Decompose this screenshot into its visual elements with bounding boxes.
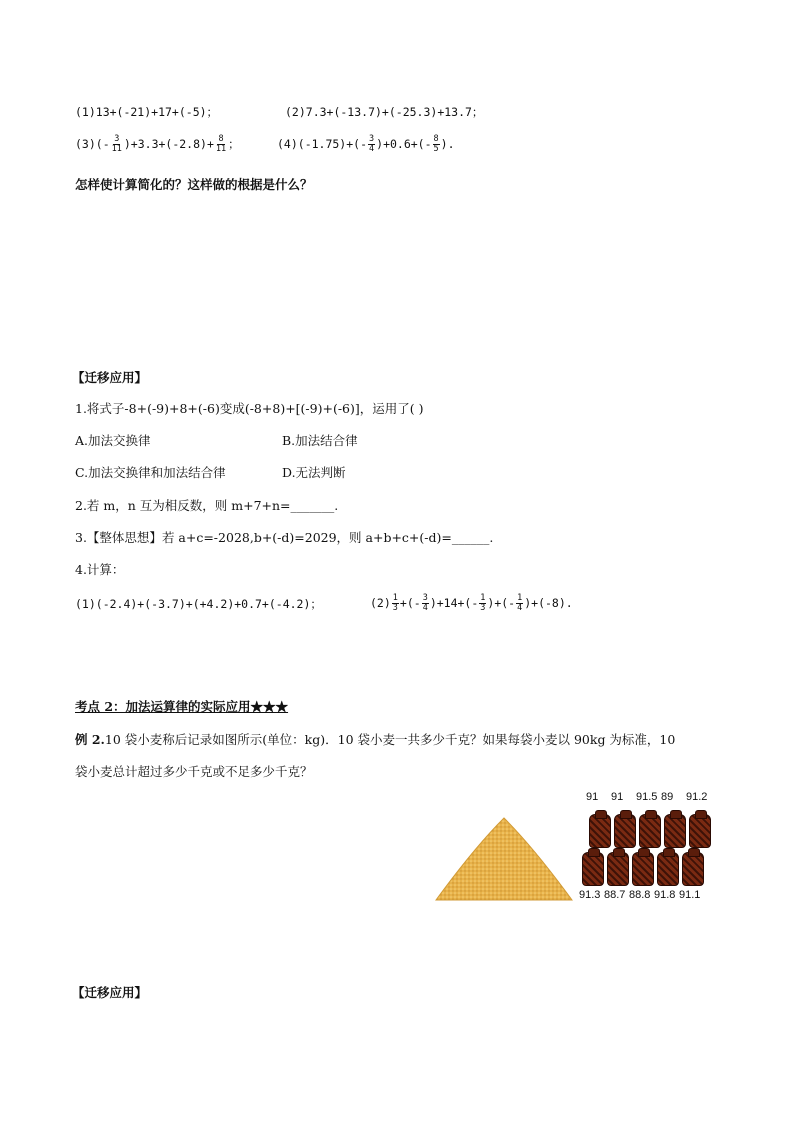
fraction [368,135,375,154]
transfer-heading: 【迁移应用】 [72,370,148,385]
wheat-sack-icon [657,852,679,886]
option-c: C.加法交换律和加法结合律 [75,465,226,480]
problem-1: (1)13+(-21)+17+(-5)； [75,105,219,119]
problem-3-suffix: ； [228,137,240,151]
top-weight-label: 91.2 [686,791,708,803]
problem-4 [277,135,455,154]
top-weight-label: 91 [586,791,599,803]
fraction-denominator: 4 [369,144,375,154]
bottom-weight-label: 88.8 [629,889,651,901]
question-3 [75,528,493,546]
fraction-denominator: 4 [422,603,428,613]
option-a: A.加法交换律 [75,433,151,448]
fraction-denominator: 3 [480,603,486,613]
question-4: 4.计算： [75,562,125,577]
bottom-weight-label: 91.1 [679,889,701,901]
fraction-numerator: 3 [114,134,120,144]
q4-2-segment: )+14+(- [429,596,479,610]
wheat-pile-icon [434,808,574,903]
wheat-sack-icon [582,852,604,886]
problem-3-middle: )+3.3+(-2.8)+ [123,137,214,151]
wheat-sack-icon [589,814,611,848]
option-d: D.无法判断 [282,465,346,480]
wheat-sack-icon [682,852,704,886]
transfer-heading-2: 【迁移应用】 [72,985,148,1000]
problem-3-prefix: (3)(- [75,137,110,151]
problem-2: (2)7.3+(-13.7)+(-25.3)+13.7； [285,105,484,119]
question-4-part-1: (1)(-2.4)+(-3.7)+(+4.2)+0.7+(-4.2)； [75,597,322,611]
question-3-text: 若 a+c=-2028,b+(-d)=2029，则 a+b+c+(-d)=______. [161,530,494,545]
q4-2-segment: )+(- [487,596,516,610]
question-2: 2.若 m，n 互为相反数，则 m+7+n=_______. [75,498,339,513]
fraction-denominator: 3 [392,603,398,613]
bottom-weight-label: 91.8 [654,889,676,901]
problem-4-middle: )+0.6+(- [376,137,432,151]
q4-2-segment: +(- [399,596,421,610]
option-b: B.加法结合律 [282,433,358,448]
fraction-denominator: 4 [517,603,523,613]
wheat-sack-icon [632,852,654,886]
bottom-weight-label: 88.7 [604,889,626,901]
fraction-numerator: 3 [369,134,375,144]
example-tag: 例 2. [75,732,105,747]
wheat-sack-icon [639,814,661,848]
fraction [433,135,440,154]
wheat-figure [434,790,734,905]
question-4-part-2 [370,594,573,613]
fraction-numerator: 1 [480,593,486,603]
fraction [111,135,123,154]
fraction-denominator: 11 [215,144,227,154]
question-3-tag: 3.【整体思想】 [75,530,162,545]
fraction-numerator: 3 [422,593,428,603]
q4-2-segment: )+(-8). [524,596,573,610]
top-weight-label: 91 [611,791,624,803]
fraction [516,594,523,613]
problem-4-prefix: (4)(-1.75)+(- [277,137,368,151]
fraction-numerator: 1 [517,593,523,603]
fraction-denominator: 11 [111,144,122,154]
wheat-sack-icon [664,814,686,848]
fraction-numerator: 1 [392,593,398,603]
wheat-sack-icon [689,814,711,848]
example-line-1 [75,730,675,748]
fraction-numerator: 8 [218,134,224,144]
top-weight-label: 91.5 [636,791,658,803]
question-prompt: 怎样使计算简化的？这样做的根据是什么？ [75,177,313,192]
fraction [215,135,227,154]
fraction [422,594,429,613]
bottom-weight-label: 91.3 [579,889,601,901]
section-heading: 考点 2：加法运算律的实际应用★★★ [75,699,289,714]
fraction-numerator: 8 [433,134,439,144]
fraction [392,594,399,613]
wheat-sack-icon [614,814,636,848]
question-1: 1.将式子-8+(-9)+8+(-6)变成(-8+8)+[(-9)+(-6)]，运用了( ) [75,401,424,416]
wheat-sack-icon [607,852,629,886]
top-weight-label: 89 [661,791,674,803]
q4-2-prefix: (2) [370,596,391,610]
fraction-denominator: 5 [433,144,439,154]
problem-3 [75,135,240,154]
fraction [479,594,486,613]
example-line-2: 袋小麦总计超过多少千克或不足多少千克？ [75,764,313,779]
example-text-1: 10 袋小麦称后记录如图所示(单位：kg)．10 袋小麦一共多少千克？如果每袋小麦以 90kg 为标准，10 [104,732,676,747]
problem-4-suffix: ). [440,137,455,151]
